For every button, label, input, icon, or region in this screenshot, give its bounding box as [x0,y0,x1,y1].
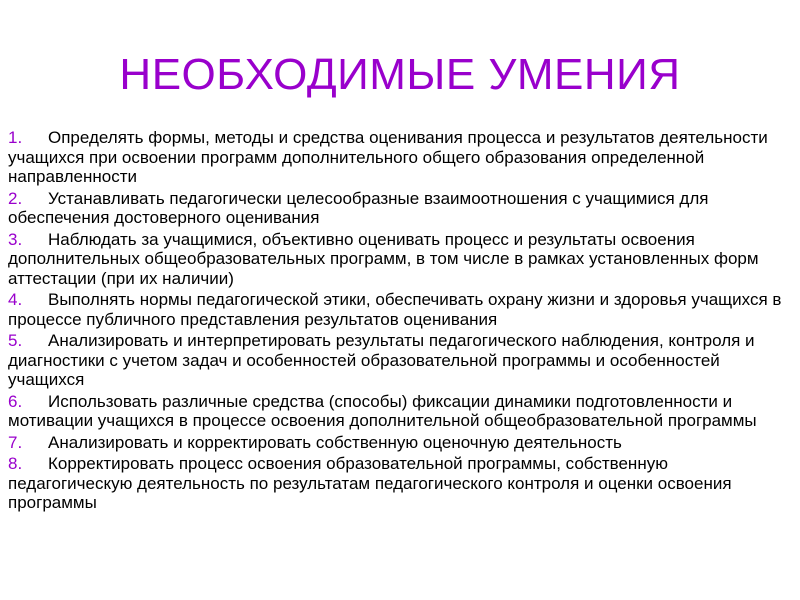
item-number: 3. [8,229,23,249]
item-number: 7. [8,432,23,452]
list-item [8,128,793,187]
item-number: 5. [8,331,23,350]
item-text: Корректировать процесс освоения образовательной программы, собственную педагогическую деятельность по результатам педагогического контроля и оценки освоения программы [8,454,732,512]
item-text: Определять формы, методы и средства оценивания процесса и результатов деятельности учащихся при освоении программ дополнительного общего образования определенной направленности [8,128,768,186]
list-item [8,189,793,228]
item-text: Анализировать и интерпретировать результаты педагогического наблюдения, контроля и диагностики с учетом задач и особенностей образовательной программы и особенностей учащихся [8,331,755,389]
item-text: Анализировать и корректировать собственную оценочную деятельность [48,432,622,452]
item-number: 2. [8,188,23,208]
item-text: Устанавливать педагогически целесообразные взаимоотношения с учащимися для обеспечения достоверного оценивания [8,188,709,227]
item-number: 6. [8,391,23,411]
item-text: Использовать различные средства (способы) фиксации динамики подготовленности и мотивации учащихся в процессе освоения дополнительной общеобразовательной программы [8,391,757,430]
list-item [8,454,793,513]
list-item [8,433,793,453]
item-text: Выполнять нормы педагогической этики, обеспечивать охрану жизни и здоровья учащихся в процессе публичного представления результатов оценивания [8,290,782,329]
slide-title: НЕОБХОДИМЫЕ УМЕНИЯ [119,50,681,99]
list-item [8,230,793,289]
item-number: 1. [8,128,23,147]
skills-list [8,128,793,515]
item-number: 4. [8,290,23,309]
item-number: 8. [8,454,23,473]
list-item [8,392,793,431]
item-text: Наблюдать за учащимися, объективно оценивать процесс и результаты освоения дополнительных общеобразовательных программ, в том числе в рамках установленных форм аттестации (при их наличии) [8,229,759,288]
list-item [8,290,793,329]
list-item [8,331,793,390]
